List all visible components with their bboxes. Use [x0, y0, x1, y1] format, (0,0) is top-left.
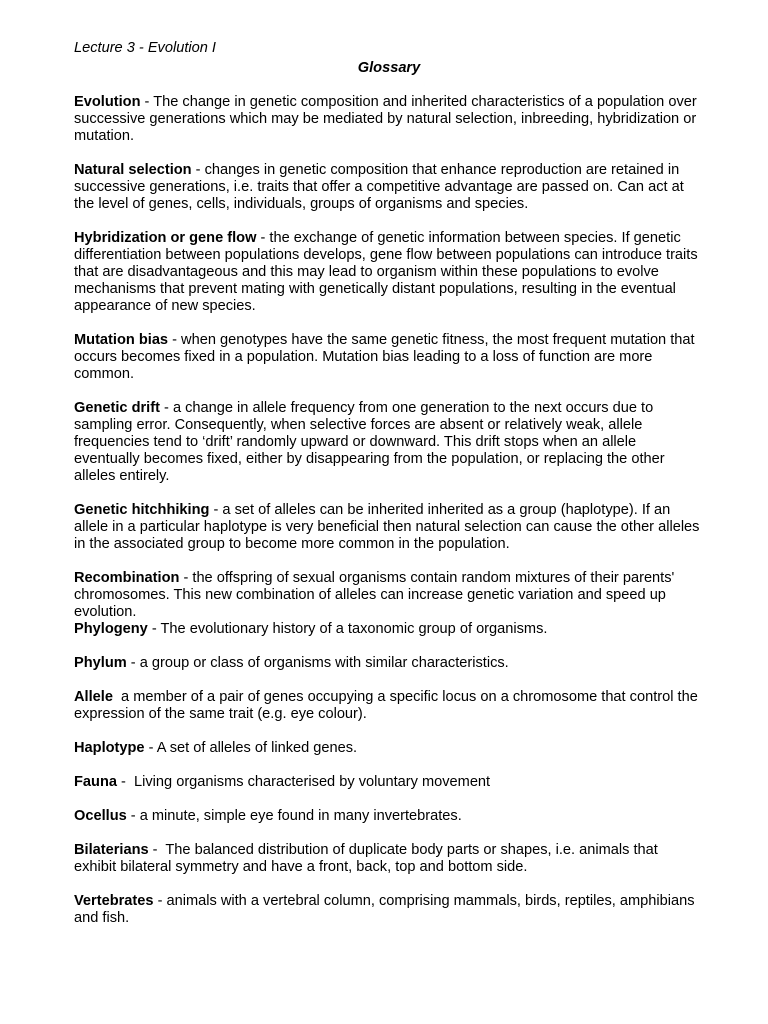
glossary-entry-fauna	[74, 774, 704, 791]
entry-definition: a set of alleles can be inherited inherited as a group (haplotype). If an allele in a particular haplotype is very beneficial then natural selection can cause the other alleles in the associated group to become more common in the population.	[74, 502, 700, 552]
entry-definition: changes in genetic composition that enhance reproduction are retained in successive generations, i.e. traits that offer a competitive advantage are passed on. Can act at the level of genes, cells, individuals, groups of organisms and species.	[74, 162, 684, 212]
entry-definition: The evolutionary history of a taxonomic group of organisms.	[160, 621, 548, 637]
entry-term: Bilaterians	[74, 842, 149, 858]
entry-definition: the exchange of genetic information between species. If genetic differentiation between populations develops, gene flow between populations can introduce traits that are disadvantageous and this may lead to organism within these populations to evolve mechanisms that prevent mating with genetically distant populations, resulting in the eventual appearance of new species.	[74, 230, 698, 314]
entry-term: Hybridization or gene flow	[74, 230, 257, 246]
glossary-entry-bilaterians	[74, 842, 704, 876]
glossary-entry-vertebrates	[74, 893, 704, 927]
glossary-title: Glossary	[357, 60, 421, 76]
entry-definition: a change in allele frequency from one generation to the next occurs due to sampling error. Consequently, when selective forces are absent or relatively weak, allele frequencies tend to ‘drift’ randomly upward or downward. This drift stops when an allele eventually becomes fixed, either by disappearing from the population, or replacing the other alleles entirely.	[74, 400, 665, 484]
entry-definition: a member of a pair of genes occupying a specific locus on a chromosome that control the expression of the same trait (e.g. eye colour).	[74, 689, 698, 722]
entry-term: Allele	[74, 689, 113, 705]
document-page	[74, 40, 704, 944]
entry-separator: -	[209, 502, 223, 518]
glossary-entry-ocellus	[74, 808, 704, 825]
entry-term: Phylum	[74, 655, 127, 671]
entry-term: Recombination	[74, 570, 180, 586]
entry-definition: The balanced distribution of duplicate body parts or shapes, i.e. animals that exhibit bilateral symmetry and have a front, back, top and bottom side.	[74, 842, 658, 875]
entry-definition: animals with a vertebral column, comprising mammals, birds, reptiles, amphibians and fish.	[74, 893, 695, 926]
entry-separator: -	[147, 621, 161, 637]
lecture-header: Lecture 3 - Evolution I	[74, 40, 216, 56]
entry-term: Evolution	[74, 94, 141, 110]
entry-term: Vertebrates	[74, 893, 154, 909]
entry-term: Ocellus	[74, 808, 127, 824]
glossary-entry-recombination	[74, 570, 704, 621]
entry-separator: -	[179, 570, 193, 586]
entry-term: Fauna	[74, 774, 117, 790]
glossary-entry-haplotype	[74, 740, 704, 757]
entry-definition: a group or class of organisms with similar characteristics.	[139, 655, 509, 671]
glossary-entry-allele	[74, 689, 704, 723]
entry-term: Phylogeny	[74, 621, 148, 637]
glossary-entry-genetic-hitchhiking	[74, 502, 704, 553]
entry-term: Natural selection	[74, 162, 192, 178]
entry-term: Genetic drift	[74, 400, 160, 416]
glossary-entry-natural-selection	[74, 162, 704, 213]
entry-separator: -	[116, 774, 135, 790]
entry-separator: -	[168, 332, 182, 348]
glossary-entry-evolution	[74, 94, 704, 145]
entry-term: Haplotype	[74, 740, 145, 756]
glossary-entry-mutation-bias	[74, 332, 704, 383]
entry-separator: -	[256, 230, 270, 246]
entry-separator: -	[144, 740, 157, 756]
entry-separator: -	[159, 400, 173, 416]
glossary-entry-phylogeny	[74, 621, 704, 638]
entry-separator: -	[140, 94, 154, 110]
entry-separator: -	[126, 655, 140, 671]
entry-term: Genetic hitchhiking	[74, 502, 210, 518]
entry-definition: the offspring of sexual organisms contain random mixtures of their parents' chromosomes. This new combination of alleles can increase genetic variation and speed up evolution.	[74, 570, 675, 620]
entry-separator: -	[153, 893, 167, 909]
entry-term: Mutation bias	[74, 332, 169, 348]
entry-definition: Living organisms characterised by voluntary movement	[134, 774, 491, 790]
glossary-entry-hybridization	[74, 230, 704, 315]
glossary-entry-genetic-drift	[74, 400, 704, 485]
glossary-entry-phylum	[74, 655, 704, 672]
entry-separator: -	[148, 842, 166, 858]
entry-separator: -	[126, 808, 140, 824]
entry-separator: -	[191, 162, 205, 178]
entry-separator	[113, 689, 121, 705]
entry-definition: The change in genetic composition and inherited characteristics of a population over successive generations which may be mediated by natural selection, inbreeding, hybridization or mutation.	[74, 94, 697, 144]
entry-definition: a minute, simple eye found in many invertebrates.	[139, 808, 462, 824]
entry-definition: when genotypes have the same genetic fitness, the most frequent mutation that occurs becomes fixed in a population. Mutation bias leading to a loss of function are more common.	[74, 332, 695, 382]
entry-definition: A set of alleles of linked genes.	[156, 740, 358, 756]
